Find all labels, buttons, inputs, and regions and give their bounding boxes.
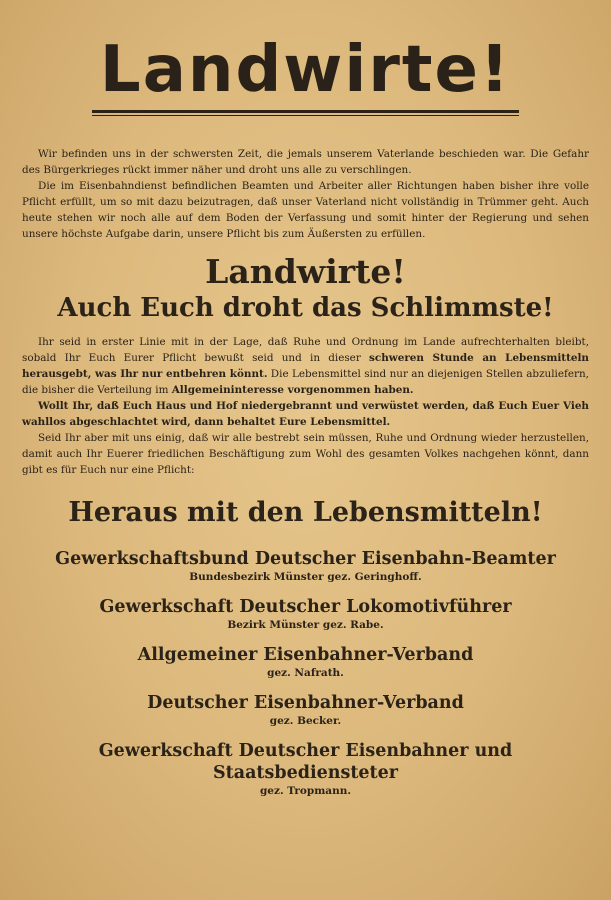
title-underline [92, 110, 519, 116]
body-paragraph-5: Seid Ihr aber mit uns einig, daß wir alle bestrebt sein müssen, Ruhe und Ordnung wieder herzustellen, damit auch Ihr Euerer friedlichen Beschäftigung zum Wohl des gesamten Volkes nachgehen könnt, dann gibt es für Euch nur eine Pflicht: [22, 432, 589, 476]
organization-signature: gez. Becker. [269, 715, 342, 727]
heading-warning: Auch Euch droht das Schlimmste! [57, 293, 554, 323]
organization-signature: Bezirk Münster gez. Rabe. [227, 619, 384, 631]
slogan: Heraus mit den Lebensmitteln! [68, 497, 543, 528]
organization-signature: gez. Tropmann. [259, 785, 352, 797]
body-emphasis: Allgemeininteresse vorgenommen haben. [171, 384, 414, 396]
body-text: Ihr seid in erster Linie mit in der Lage, daß Ruhe und Ordnung im Lande aufrechterhalten bleibt, sobald Ihr Euch Eurer Pflicht bewußt seid und in dieser [22, 336, 589, 364]
poster-title: Landwirte! [99, 33, 512, 107]
organization-name: Gewerkschaft Deutscher Eisenbahner und Staatsbediensteter [98, 741, 513, 783]
organization-name: Allgemeiner Eisenbahner-Verband [137, 645, 474, 665]
organization-signature: gez. Nafrath. [267, 667, 344, 679]
body-paragraph-4: Wollt Ihr, daß Euch Haus und Hof niedergebrannt und verwüstet werden, daß Euch Euer Vieh wahllos abgeschlachtet wird, dann behaltet Eure Lebensmittel. [22, 400, 589, 428]
intro-paragraph-2: Die im Eisenbahndienst befindlichen Beamten und Arbeiter aller Richtungen haben bisher ihre volle Pflicht erfüllt, um so mit dazu beizutragen, daß unser Vaterland nicht vollständig in Trümmer geht. Auch heute stehen wir noch alle auf dem Boden der Verfassung und somit hinter der Regierung und sehen unsere höchste Aufgabe darin, unsere Pflicht bis zum Äußersten zu erfüllen. [22, 180, 589, 240]
organization-5 [22, 740, 589, 798]
body-emphasis: schweren Stunde an Lebensmitteln herausgebt, was Ihr nur entbehren könnt. [22, 352, 589, 380]
body-paragraph-3 [22, 334, 589, 398]
organization-1 [22, 548, 589, 584]
heading-landwirte: Landwirte! [205, 252, 406, 291]
body-text: Die Lebensmittel sind nur an diejenigen Stellen abzuliefern, die bisher die Verteilung im [22, 368, 589, 396]
intro-paragraph-1: Wir befinden uns in der schwersten Zeit, die jemals unserem Vaterlande beschieden war. Die Gefahr des Bürgerkrieges rückt immer näher und droht uns alle zu verschlingen. [22, 148, 589, 176]
organization-name: Gewerkschaft Deutscher Lokomotivführer [99, 597, 512, 617]
organization-4 [22, 692, 589, 728]
organization-name: Deutscher Eisenbahner-Verband [147, 693, 464, 713]
organization-name: Gewerkschaftsbund Deutscher Eisenbahn-Beamter [55, 549, 556, 569]
organization-signature: Bundesbezirk Münster gez. Geringhoff. [189, 571, 422, 583]
organization-3 [22, 644, 589, 680]
organization-2 [22, 596, 589, 632]
